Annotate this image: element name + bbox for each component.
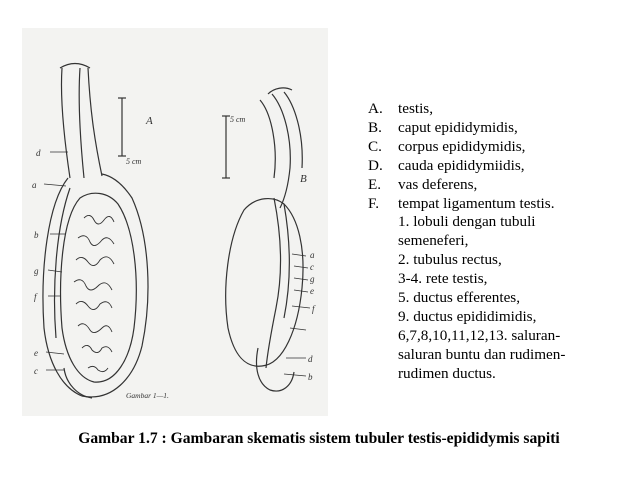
legend-key: F. (368, 194, 380, 212)
legend-note: 3-4. rete testis, (398, 270, 488, 288)
legend-item-e (368, 176, 630, 195)
label-a-caption: Gambar 1—1. (126, 391, 169, 400)
diagram-b-leaders (284, 254, 310, 376)
legend-key: A. (368, 100, 383, 117)
label-a-b: b (34, 230, 39, 240)
label-a-a: a (32, 180, 37, 190)
label-a-e: e (34, 348, 38, 358)
label-a-A: A (146, 115, 153, 127)
figure-caption: Gambar 1.7 : Gambaran skematis sistem tubuler testis-epididymis sapiti (78, 430, 560, 447)
diagram-a-cord (61, 68, 102, 178)
diagram-b-labels (230, 115, 316, 382)
legend-item-b (368, 119, 630, 138)
legend-item-c (368, 138, 630, 157)
label-a-d: d (36, 148, 41, 158)
label-b-g: g (310, 274, 315, 284)
diagram-b (222, 88, 310, 391)
label-b-f: f (312, 304, 315, 314)
legend-text: vas deferens, (398, 175, 478, 193)
legend-note: 2. tubulus rectus, (398, 251, 502, 269)
legend-key: C. (368, 137, 382, 155)
legend-note: semeneferi, (398, 232, 469, 250)
label-b-e: e (310, 286, 314, 296)
label-a-g: g (34, 266, 39, 276)
legend-text: testis, (398, 100, 434, 117)
label-a-scale: 5 cm (126, 157, 142, 166)
legend-item-a (368, 100, 630, 119)
diagram-a-labels (32, 115, 169, 400)
legend-note: saluran buntu dan rudimen- (398, 345, 566, 363)
legend-key: D. (368, 156, 383, 174)
legend-text: caput epididymidis, (398, 118, 518, 136)
label-b-scale: 5 cm (230, 115, 246, 124)
legend-note: rudimen ductus. (398, 364, 496, 382)
diagram-a-inner (61, 193, 137, 382)
legend-text: tempat ligamentum testis. (398, 194, 555, 212)
label-b-b: b (308, 372, 313, 382)
diagram-a (43, 64, 148, 399)
legend (368, 100, 630, 384)
legend-note: 6,7,8,10,11,12,13. saluran- (398, 326, 561, 344)
diagram-b-tail (257, 348, 295, 391)
diagram-a-outline (43, 174, 148, 397)
legend-item-f (368, 195, 630, 214)
testis-diagrams (22, 28, 328, 416)
legend-key: B. (368, 118, 382, 136)
diagram-a-tunica (55, 188, 70, 338)
label-b-a: a (310, 250, 315, 260)
label-b-B: B (300, 173, 307, 185)
legend-note: 9. ductus epididimidis, (398, 307, 537, 325)
legend-text: corpus epididymidis, (398, 137, 526, 155)
scanned-figure (22, 28, 328, 416)
legend-key: E. (368, 175, 382, 193)
label-a-f: f (34, 292, 37, 302)
diagram-b-cord (260, 92, 302, 208)
legend-note: 1. lobuli dengan tubuli (398, 213, 536, 231)
label-a-c: c (34, 366, 38, 376)
legend-item-d (368, 157, 630, 176)
legend-note: 5. ductus efferentes, (398, 289, 521, 307)
diagram-b-cord-top (268, 88, 292, 94)
diagram-a-tubules (74, 215, 114, 371)
diagram-a-cord-top (60, 64, 90, 69)
label-b-c: c (310, 262, 314, 272)
diagram-b-epididymis (266, 198, 280, 368)
diagram-b-outline (226, 199, 303, 367)
label-b-d: d (308, 354, 313, 364)
legend-text: cauda epididymiidis, (398, 156, 525, 174)
